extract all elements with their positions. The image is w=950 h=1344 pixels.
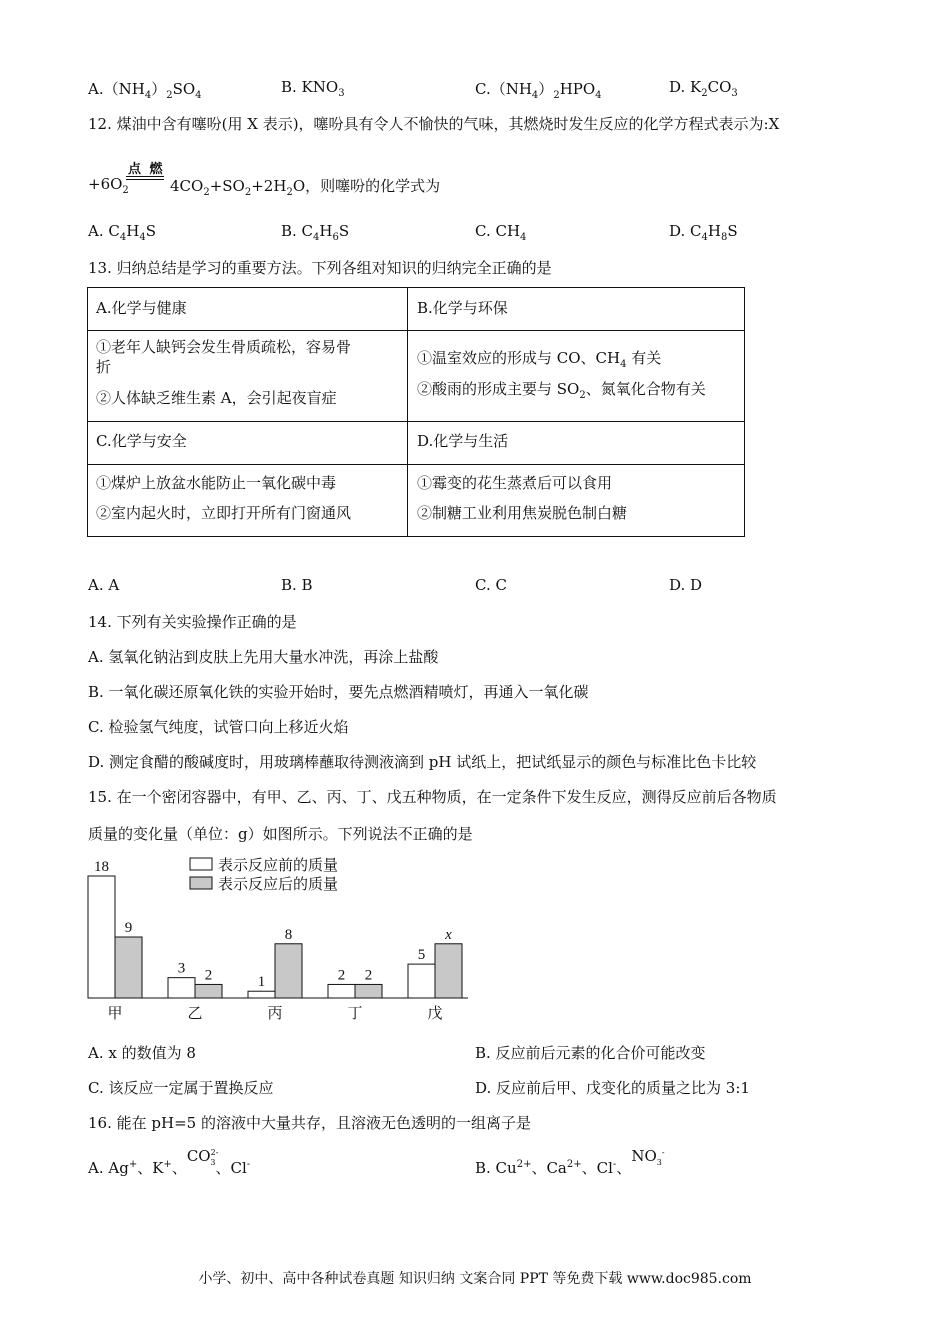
equation-bar-bottom bbox=[126, 179, 164, 180]
table-cell-b1: ①温室效应的形成与 CO、$CH_4$ 有关 bbox=[417, 349, 662, 370]
table-cell-d2: ②制糖工业利用焦炭脱色制白糖 bbox=[417, 504, 628, 522]
q12-stem-line2-post: $4CO_2+SO_2+2H_2O$，则噻吩的化学式为 bbox=[170, 177, 441, 198]
q12-stem-line2-pre: $+6O_2$ bbox=[88, 175, 129, 196]
q14-option-d: D. 测定食醋的酸碱度时，用玻璃棒蘸取待测液滴到 pH 试纸上，把试纸显示的颜色与标准比色卡比较 bbox=[88, 753, 757, 771]
legend-swatch-1 bbox=[190, 877, 212, 889]
table-cell-c-head: C.化学与安全 bbox=[96, 432, 187, 450]
table-cell-c1: ①煤炉上放盆水能防止一氧化碳中毒 bbox=[96, 474, 337, 492]
q13-option-d: D. D bbox=[669, 576, 703, 594]
bar-label-before-1: 3 bbox=[177, 960, 186, 977]
bar-after-3 bbox=[355, 984, 382, 998]
bar-label-after-4: x bbox=[445, 926, 452, 943]
table-cell-a-head: A.化学与健康 bbox=[96, 299, 187, 317]
bar-after-1 bbox=[195, 984, 222, 998]
category-label-1: 乙 bbox=[187, 1004, 203, 1022]
q12-reaction-condition: 点 燃 bbox=[128, 162, 165, 177]
q15-option-c: C. 该反应一定属于置换反应 bbox=[88, 1079, 274, 1097]
bar-before-2 bbox=[248, 991, 275, 998]
q11-option-d: D. $K_2CO_3$ bbox=[669, 78, 738, 99]
q15-option-d: D. 反应前后甲、戊变化的质量之比为 3:1 bbox=[475, 1079, 750, 1097]
category-label-0: 甲 bbox=[107, 1004, 123, 1022]
table-hline-1 bbox=[87, 330, 744, 331]
table-vline bbox=[407, 287, 408, 536]
q14-option-c: C. 检验氢气纯度，试管口向上移近火焰 bbox=[88, 718, 349, 736]
q14-stem: 14. 下列有关实验操作正确的是 bbox=[88, 613, 297, 631]
legend-label-1: 表示反应后的质量 bbox=[218, 875, 339, 893]
bar-before-4 bbox=[408, 964, 435, 998]
bar-before-3 bbox=[328, 984, 355, 998]
table-hline-3 bbox=[87, 464, 744, 465]
q11-option-b: B. $KNO_3$ bbox=[281, 78, 345, 99]
table-cell-a1b: 折 bbox=[96, 358, 112, 376]
q12-option-b: B. $C_4H_6S$ bbox=[281, 222, 350, 243]
bar-before-1 bbox=[168, 978, 195, 998]
q14-option-b: B. 一氧化碳还原氧化铁的实验开始时，要先点燃酒精喷灯，再通入一氧化碳 bbox=[88, 683, 589, 701]
table-cell-a1: ①老年人缺钙会发生骨质疏松，容易骨 bbox=[96, 338, 352, 356]
legend-swatch-0 bbox=[190, 858, 212, 870]
table-cell-b2: ②酸雨的形成主要与 $SO_2$、氮氧化合物有关 bbox=[417, 380, 706, 401]
table-cell-b-head: B.化学与环保 bbox=[417, 299, 508, 317]
bar-label-after-1: 2 bbox=[204, 967, 213, 984]
category-label-2: 丙 bbox=[267, 1004, 283, 1022]
bar-label-before-4: 5 bbox=[417, 947, 426, 964]
q12-option-c: C. $CH_4$ bbox=[475, 222, 527, 243]
q11-option-c: $C.(NH_4)_2HPO_4$ bbox=[475, 80, 602, 101]
category-label-3: 丁 bbox=[347, 1004, 363, 1022]
q12-stem-line1: 12. 煤油中含有噻吩(用 X 表示)，噻吩具有令人不愉快的气味，其燃烧时发生反应的化学方程式表示为:X bbox=[88, 115, 780, 133]
q13-option-a: A. A bbox=[88, 576, 120, 594]
bar-label-after-3: 2 bbox=[364, 967, 373, 984]
bar-after-0 bbox=[115, 937, 142, 998]
q13-stem: 13. 归纳总结是学习的重要方法。下列各组对知识的归纳完全正确的是 bbox=[88, 259, 552, 277]
q15-option-a: A. x 的数值为 8 bbox=[88, 1044, 196, 1062]
table-cell-d1: ①霉变的花生蒸煮后可以食用 bbox=[417, 474, 613, 492]
bar-before-0 bbox=[88, 876, 115, 998]
q12-option-d: D. $C_4H_8S$ bbox=[669, 222, 738, 243]
q12-option-a: A. $C_4H_4S$ bbox=[88, 222, 156, 243]
bar-after-2 bbox=[275, 944, 302, 998]
bar-label-after-2: 8 bbox=[284, 926, 293, 943]
page-footer: 小学、初中、高中各种试卷真题 知识归纳 文案合同 PPT 等免费下载 www.doc985.com bbox=[198, 1271, 752, 1287]
bar-after-4 bbox=[435, 944, 462, 998]
table-cell-a2: ②人体缺乏维生素 A，会引起夜盲症 bbox=[96, 389, 337, 407]
q13-option-b: B. B bbox=[281, 576, 313, 594]
bar-label-before-2: 1 bbox=[257, 974, 266, 991]
table-hline-2 bbox=[87, 421, 744, 422]
q11-option-a: $A.(NH_4)_2SO_4$ bbox=[88, 80, 202, 101]
category-label-4: 戊 bbox=[427, 1004, 443, 1022]
equation-bar-top bbox=[126, 176, 164, 177]
table-cell-c2: ②室内起火时，立即打开所有门窗通风 bbox=[96, 504, 352, 522]
q16-option-a: A. Ag+、K+、$CO^{2-}_3$、Cl- bbox=[88, 1147, 251, 1177]
table-cell-d-head: D.化学与生活 bbox=[417, 432, 509, 450]
bar-label-before-0: 18 bbox=[94, 859, 109, 875]
q15-stem-line2: 质量的变化量（单位：g）如图所示。下列说法不正确的是 bbox=[88, 825, 473, 843]
q15-stem-line1: 15. 在一个密闭容器中，有甲、乙、丙、丁、戊五种物质，在一定条件下发生反应，测得反应前后各物质 bbox=[88, 788, 777, 806]
q14-option-a: A. 氢氧化钠沾到皮肤上先用大量水冲洗，再涂上盐酸 bbox=[88, 648, 439, 666]
legend-label-0: 表示反应前的质量 bbox=[218, 856, 339, 874]
bar-label-before-3: 2 bbox=[337, 967, 346, 984]
q15-option-b: B. 反应前后元素的化合价可能改变 bbox=[475, 1044, 706, 1062]
q13-option-c: C. C bbox=[475, 576, 507, 594]
q16-stem: 16. 能在 pH=5 的溶液中大量共存，且溶液无色透明的一组离子是 bbox=[88, 1114, 531, 1132]
q16-option-b: B. $Cu^{2+}$、$Ca^{2+}$、Cl-、$NO_3^-$ bbox=[475, 1147, 665, 1177]
bar-label-after-0: 9 bbox=[124, 920, 133, 936]
mass-change-bar-chart bbox=[80, 850, 480, 1026]
